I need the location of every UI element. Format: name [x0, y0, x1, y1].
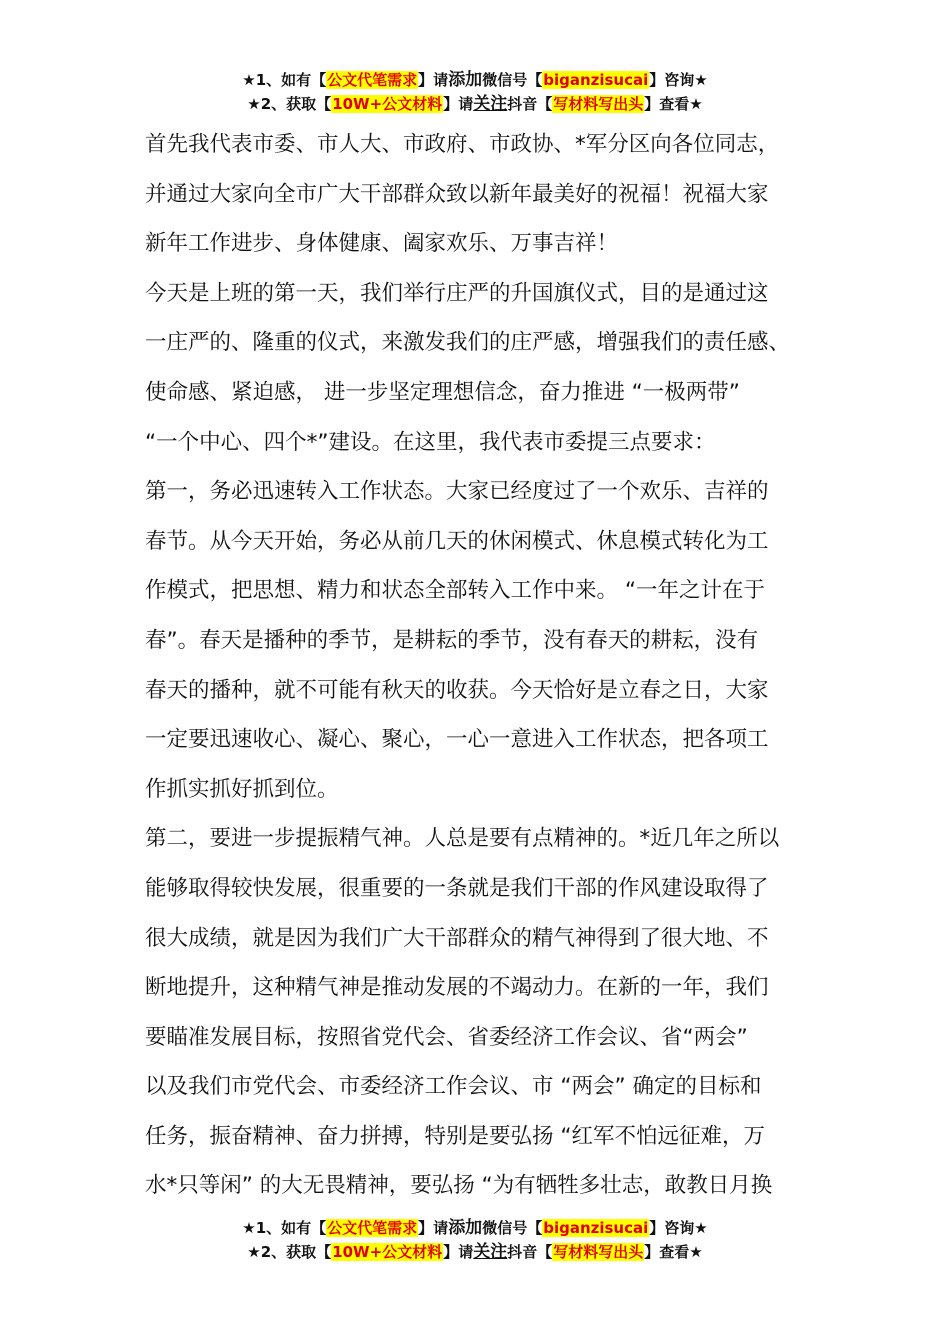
promo-emphasis: 添加	[448, 1218, 483, 1238]
promo-highlight: 10W+公文材料	[332, 95, 443, 113]
body-line: 一庄严的、隆重的仪式，来激发我们的庄严感，增强我们的责任感、	[145, 330, 791, 356]
promo-text: ★2、获取【	[247, 95, 332, 113]
promo-text: 微信号【	[482, 1219, 543, 1237]
promo-text: 】请	[418, 1219, 449, 1237]
promo-emphasis: 关注	[473, 94, 508, 114]
promo-text: 】请	[443, 1243, 474, 1261]
body-line: 并通过大家向全市广大干部群众致以新年最美好的祝福！祝福大家	[145, 181, 769, 207]
promo-highlight: 公文代笔需求	[327, 71, 418, 89]
body-line: 以及我们市党代会、市委经济工作会议、市 “两会” 确定的目标和	[145, 1074, 762, 1100]
body-line: 断地提升，这种精气神是推动发展的不竭动力。在新的一年，我们	[145, 975, 769, 1001]
promo-line-2	[0, 1240, 950, 1264]
promo-line-2	[0, 92, 950, 116]
body-line: “一个中心、四个*”建设。在这里，我代表市委提三点要求：	[145, 429, 716, 455]
promo-text: ★1、如有【	[242, 71, 327, 89]
body-line: 作抓实抓好抓到位。	[145, 776, 339, 802]
promo-emphasis: 关注	[473, 1242, 508, 1262]
body-line: 第一，务必迅速转入工作状态。大家已经度过了一个欢乐、吉祥的	[145, 479, 769, 505]
promo-highlight: 公文代笔需求	[327, 1219, 418, 1237]
promo-emphasis: 添加	[448, 70, 483, 90]
body-line: 水*只等闲” 的大无畏精神，要弘扬 “为有牺牲多壮志，敢教日月换	[145, 1173, 773, 1199]
body-line: 春节。从今天开始，务必从前几天的休闲模式、休息模式转化为工	[145, 528, 769, 554]
promo-text: 抖音【	[507, 1243, 553, 1261]
body-line: 任务，振奋精神、奋力拼搏，特别是要弘扬 “红军不怕远征难，万	[145, 1123, 765, 1149]
body-line: 首先我代表市委、市人大、市政府、市政协、*军分区向各位同志，	[145, 132, 780, 157]
document-body	[145, 120, 815, 1211]
body-line: 能够取得较快发展，很重要的一条就是我们干部的作风建设取得了	[145, 875, 769, 901]
promo-wechat-id: biganzisucai	[543, 71, 649, 89]
body-line: 很大成绩，就是因为我们广大干部群众的精气神得到了很大地、不	[145, 925, 769, 951]
promo-text: 】咨询★	[649, 71, 708, 89]
body-line: 第二，要进一步提振精气神。人总是要有点精神的。*近几年之所以	[145, 826, 780, 852]
promo-wechat-id: biganzisucai	[543, 1219, 649, 1237]
body-line: 要瞄准发展目标，按照省党代会、省委经济工作会议、省“两会”	[145, 1024, 748, 1050]
body-line: 今天是上班的第一天，我们举行庄严的升国旗仪式，目的是通过这	[145, 280, 769, 306]
body-line: 春天的播种，就不可能有秋天的收获。今天恰好是立春之日，大家	[145, 677, 769, 703]
promo-text: 】咨询★	[649, 1219, 708, 1237]
promo-douyin-name: 写材料写出头	[553, 95, 644, 113]
promo-text: 】查看★	[644, 95, 703, 113]
body-line: 使命感、紧迫感， 进一步坚定理想信念，奋力推进 “一极两带”	[145, 379, 740, 405]
promo-text: 】请	[443, 95, 474, 113]
body-line: 春”。春天是播种的季节，是耕耘的季节，没有春天的耕耘，没有	[145, 627, 759, 653]
footer-promo-banner	[0, 1216, 950, 1264]
promo-text: 微信号【	[482, 71, 543, 89]
promo-line-1	[0, 1216, 950, 1240]
promo-highlight: 10W+公文材料	[332, 1243, 443, 1261]
promo-text: ★1、如有【	[242, 1219, 327, 1237]
body-line: 新年工作进步、身体健康、阖家欢乐、万事吉祥！	[145, 231, 619, 257]
promo-line-1	[0, 68, 950, 92]
promo-text: 】请	[418, 71, 449, 89]
body-line: 一定要迅速收心、凝心、聚心，一心一意进入工作状态，把各项工	[145, 727, 769, 753]
promo-text: ★2、获取【	[247, 1243, 332, 1261]
promo-douyin-name: 写材料写出头	[553, 1243, 644, 1261]
promo-text: 抖音【	[507, 95, 553, 113]
promo-text: 】查看★	[644, 1243, 703, 1261]
header-promo-banner	[0, 68, 950, 116]
body-line: 作模式，把思想、精力和状态全部转入工作中来。 “一年之计在于	[145, 578, 765, 604]
